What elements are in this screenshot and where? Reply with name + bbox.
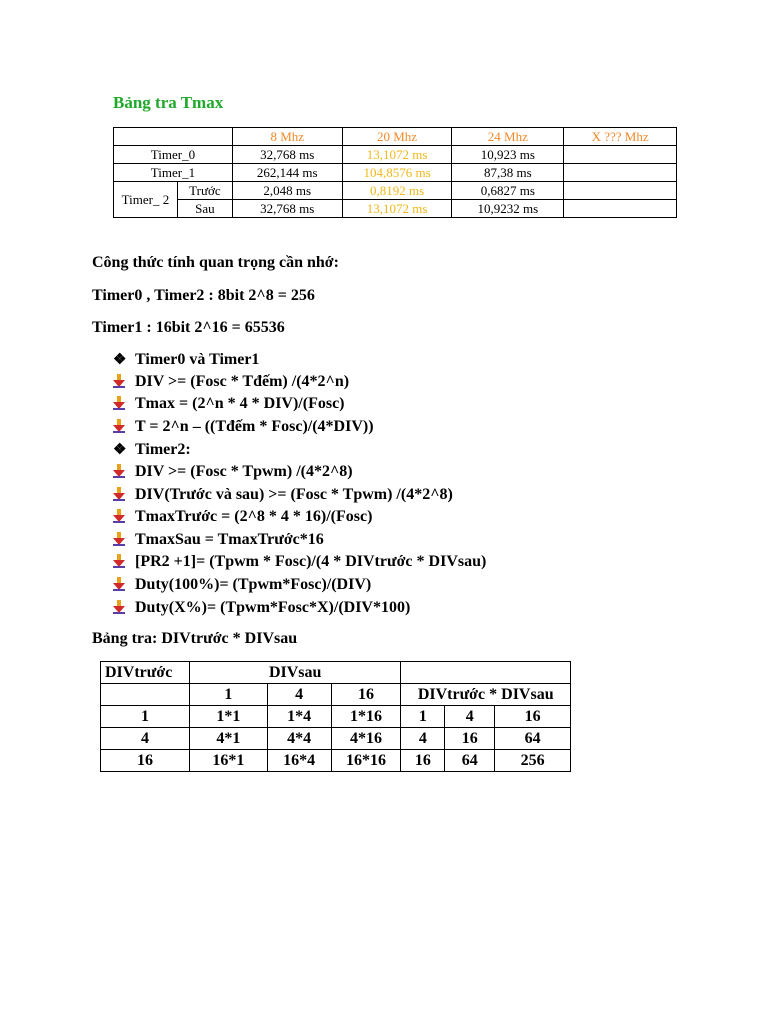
table-header-row [101, 662, 571, 684]
bullet-text: Duty(X%)= (Tpwm*Fosc*X)/(DIV*100) [135, 598, 411, 616]
formula-heading: Công thức tính quan trọng cần nhớ: [92, 254, 339, 271]
header-cell: X ??? Mhz [564, 128, 677, 146]
bullet-text: Tmax = (2^n * 4 * DIV)/(Fosc) [135, 395, 345, 413]
table-row [101, 706, 571, 728]
tmax-table [113, 127, 677, 218]
arrow-down-icon [113, 531, 135, 549]
combo-cell: 4*4 [267, 728, 331, 750]
table-cell: 2,048 ms [232, 182, 342, 200]
arrow-down-icon [113, 508, 135, 526]
bullet-text: DIV(Trước và sau) >= (Fosc * Tpwm) /(4*2^8) [135, 485, 453, 503]
table-cell: 10,9232 ms [452, 200, 564, 218]
formula-line: Timer1 : 16bit 2^16 = 65536 [92, 319, 285, 336]
table-corner-cell [114, 128, 233, 146]
bullet-item [113, 599, 410, 617]
combo-cell: 16*16 [331, 750, 401, 772]
table-cell: 13,1072 ms [342, 146, 452, 164]
bullet-text: TmaxTrước = (2^8 * 4 * 16)/(Fosc) [135, 508, 373, 526]
arrow-down-icon [113, 463, 135, 481]
table-cell [564, 146, 677, 164]
divsau-value: 4 [267, 684, 331, 706]
table-cell [564, 164, 677, 182]
product-cell: 16 [495, 706, 571, 728]
row-label: Timer_1 [114, 164, 233, 182]
table-row [101, 750, 571, 772]
arrow-down-icon [113, 576, 135, 594]
product-cell: 64 [445, 750, 495, 772]
arrow-down-icon [113, 486, 135, 504]
bullet-item [113, 553, 486, 571]
divtruoc-value: 1 [101, 706, 190, 728]
table-cell: 13,1072 ms [342, 200, 452, 218]
diamond-icon: ❖ [113, 442, 127, 459]
table-row [114, 146, 677, 164]
divtruoc-value: 16 [101, 750, 190, 772]
header-cell: 20 Mhz [342, 128, 452, 146]
bullet-text: DIV >= (Fosc * Tpwm) /(4*2^8) [135, 463, 353, 480]
product-cell: 1 [401, 706, 445, 728]
div-table-heading: Bảng tra: DIVtrước * DIVsau [92, 630, 298, 647]
bullet-text: [PR2 +1]= (Tpwm * Fosc)/(4 * DIVtrước * DIVsau) [135, 553, 487, 571]
bullet-item [113, 395, 345, 413]
bullet-item [113, 508, 372, 526]
divsau-value: 1 [189, 684, 267, 706]
arrow-down-icon [113, 395, 135, 413]
table-cell [564, 200, 677, 218]
product-cell: 4 [445, 706, 495, 728]
table-cell: 0,8192 ms [342, 182, 452, 200]
table-row [114, 182, 677, 200]
timer2-label: Timer_ 2 [114, 182, 178, 218]
bullet-text: TmaxSau = TmaxTrước*16 [135, 530, 324, 548]
product-cell: 4 [401, 728, 445, 750]
row-sublabel: Sau [177, 200, 232, 218]
bullet-item [113, 486, 453, 504]
combo-cell: 4*16 [331, 728, 401, 750]
bullet-text: DIV >= (Fosc * Tđếm) /(4*2^n) [135, 372, 350, 390]
product-cell: 16 [445, 728, 495, 750]
product-cell: 256 [495, 750, 571, 772]
bullet-item [113, 463, 353, 481]
row-label: Timer_0 [114, 146, 233, 164]
product-cell: 64 [495, 728, 571, 750]
divsau-header: DIVsau [189, 662, 401, 684]
formula-line: Timer0 , Timer2 : 8bit 2^8 = 256 [92, 287, 315, 304]
diamond-icon: ❖ [113, 352, 127, 368]
arrow-down-icon [113, 373, 135, 391]
table-row [101, 728, 571, 750]
table-cell: 0,6827 ms [452, 182, 564, 200]
table-cell: 32,768 ms [232, 200, 342, 218]
bullet-text: T = 2^n – ((Tđếm * Fosc)/(4*DIV)) [135, 417, 374, 435]
bullet-text: Timer2: [135, 441, 191, 459]
bullet-item [113, 373, 349, 391]
combo-cell: 1*1 [189, 706, 267, 728]
header-cell: 24 Mhz [452, 128, 564, 146]
table-row [114, 200, 677, 218]
combo-cell: 16*1 [189, 750, 267, 772]
product-cell: 16 [401, 750, 445, 772]
div-table [100, 661, 571, 772]
divsau-value: 16 [331, 684, 401, 706]
table-header-row [101, 684, 571, 706]
row-sublabel: Trước [177, 182, 232, 200]
bullet-item [113, 531, 324, 549]
divtruoc-value: 4 [101, 728, 190, 750]
bullet-text: Duty(100%)= (Tpwm*Fosc)/(DIV) [135, 576, 372, 593]
divtruoc-header: DIVtrước [101, 662, 190, 684]
empty-header-cell [401, 662, 571, 684]
bullet-item [113, 576, 371, 594]
empty-cell [101, 684, 190, 706]
table-row [114, 164, 677, 182]
table-cell: 262,144 ms [232, 164, 342, 182]
bullet-item [113, 418, 374, 436]
combo-cell: 1*16 [331, 706, 401, 728]
arrow-down-icon [113, 418, 135, 436]
combo-cell: 1*4 [267, 706, 331, 728]
combo-cell: 16*4 [267, 750, 331, 772]
table-cell [564, 182, 677, 200]
product-header: DIVtrước * DIVsau [401, 684, 571, 706]
combo-cell: 4*1 [189, 728, 267, 750]
table-cell: 87,38 ms [452, 164, 564, 182]
page-title: Bảng tra Tmax [113, 93, 224, 112]
table-cell: 10,923 ms [452, 146, 564, 164]
arrow-down-icon [113, 553, 135, 571]
bullet-item [113, 440, 191, 459]
arrow-down-icon [113, 599, 135, 617]
bullet-text: Timer0 và Timer1 [135, 351, 260, 368]
bullet-item [113, 350, 259, 369]
header-cell: 8 Mhz [232, 128, 342, 146]
table-header-row [114, 128, 677, 146]
table-cell: 32,768 ms [232, 146, 342, 164]
table-cell: 104,8576 ms [342, 164, 452, 182]
